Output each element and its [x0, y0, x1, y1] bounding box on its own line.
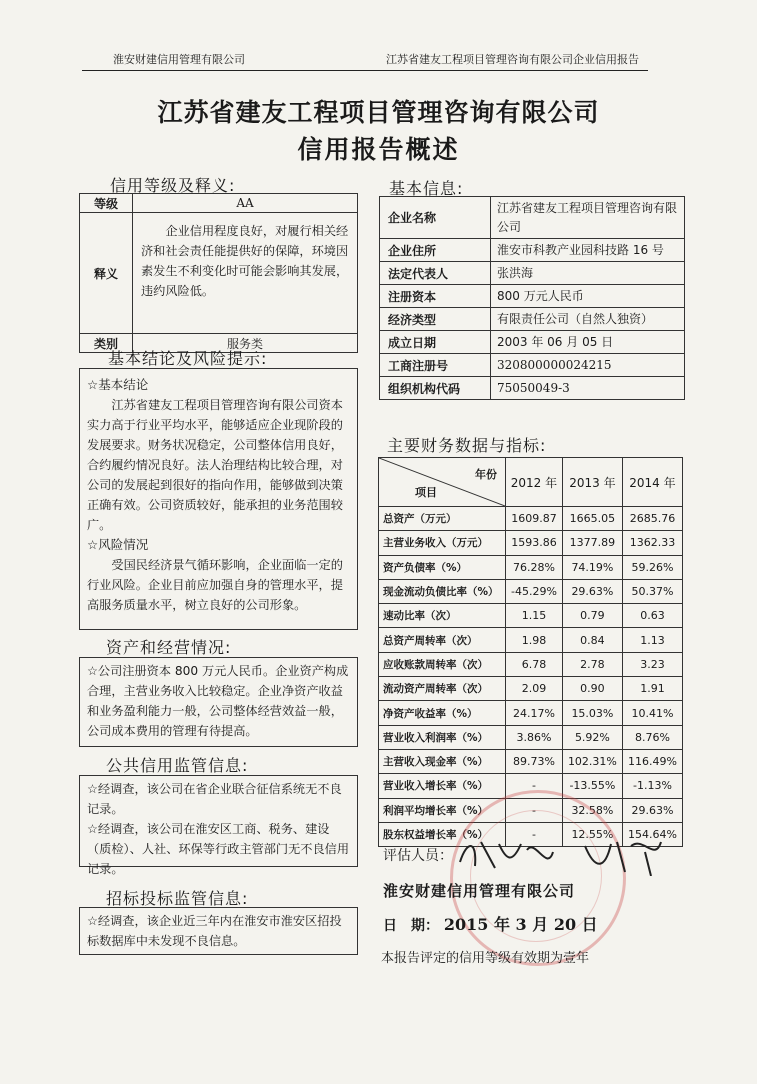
- financial-value: 2.09: [506, 677, 563, 701]
- rating-table: [79, 193, 358, 353]
- financial-value: 12.55%: [562, 822, 622, 846]
- basic-info-value: 75050049-3: [491, 377, 685, 400]
- financial-value: 29.63%: [622, 798, 682, 822]
- basic-info-value: 江苏省建友工程项目管理咨询有限公司: [491, 197, 685, 239]
- financial-value: 3.86%: [506, 725, 563, 749]
- financial-value: 24.17%: [506, 701, 563, 725]
- financial-item-label: 营业收入增长率（%）: [379, 774, 506, 798]
- public-credit-item-1: ☆经调查，该公司在省企业联合征信系统无不良记录。: [87, 782, 342, 816]
- header-report-title: 江苏省建友工程项目管理咨询有限公司企业信用报告: [386, 53, 639, 66]
- bidding-box: [79, 907, 358, 955]
- financial-value: -45.29%: [506, 579, 563, 603]
- basic-info-label: 注册资本: [380, 285, 491, 308]
- financial-value: 2685.76: [622, 507, 682, 531]
- financial-value: 1593.86: [506, 531, 563, 555]
- financial-item-label: 营业收入利润率（%）: [379, 725, 506, 749]
- corner-year-label: 年份: [475, 468, 497, 481]
- evaluator-signature: [455, 832, 665, 884]
- financial-item-label: 主营业务收入（万元）: [379, 531, 506, 555]
- financial-value: 10.41%: [622, 701, 682, 725]
- financial-row: [379, 507, 683, 531]
- basic-info-table: [379, 196, 685, 400]
- public-credit-section-title: 公共信用监管信息:: [106, 756, 249, 775]
- financial-item-label: 现金流动负债比率（%）: [379, 579, 506, 603]
- financial-item-label: 速动比率（次）: [379, 604, 506, 628]
- date-label: 日 期：: [383, 918, 439, 934]
- financial-item-label: 应收账款周转率（次）: [379, 652, 506, 676]
- financial-value: 2.78: [562, 652, 622, 676]
- category-label: 类别: [80, 334, 133, 353]
- basic-info-row: [380, 197, 685, 239]
- financial-row: [379, 749, 683, 773]
- financial-value: 50.37%: [622, 579, 682, 603]
- financial-value: 0.63: [622, 604, 682, 628]
- financial-value: 1362.33: [622, 531, 682, 555]
- financial-value: 1.13: [622, 628, 682, 652]
- year-header-2014: 2014 年: [622, 458, 682, 507]
- header-company: 淮安财建信用管理有限公司: [113, 53, 245, 66]
- explain-text: 企业信用程度良好，对履行相关经济和社会责任能提供好的保障，环境因素发生不利变化时可能会影响其发展，违约风险低。: [141, 224, 349, 298]
- financial-section-title: 主要财务数据与指标:: [387, 436, 547, 455]
- basic-info-value: 320800000024215: [491, 354, 685, 377]
- financial-value: -: [506, 774, 563, 798]
- basic-info-section-title: 基本信息:: [389, 179, 464, 198]
- basic-info-row: [380, 331, 685, 354]
- risk-heading: ☆风险情况: [87, 537, 149, 552]
- rating-section-title: 信用等级及释义:: [110, 176, 236, 195]
- financial-item-label: 总资产周转率（次）: [379, 628, 506, 652]
- basic-info-label: 企业名称: [380, 197, 491, 239]
- basic-info-row: [380, 377, 685, 400]
- financial-item-label: 利润平均增长率（%）: [379, 798, 506, 822]
- basic-info-value: 张洪海: [491, 262, 685, 285]
- financial-value: 1377.89: [562, 531, 622, 555]
- financial-value: 6.78: [506, 652, 563, 676]
- financial-value: 116.49%: [622, 749, 682, 773]
- basic-info-row: [380, 239, 685, 262]
- financial-value: -: [506, 798, 563, 822]
- financial-item-label: 主营收入现金率（%）: [379, 749, 506, 773]
- financial-value: -13.55%: [562, 774, 622, 798]
- public-credit-item-2: ☆经调查，该公司在淮安区工商、税务、建设（质检）、人社、环保等行政主管部门无不良信用记录。: [87, 822, 350, 876]
- financial-value: -: [506, 822, 563, 846]
- assets-section-title: 资产和经营情况:: [106, 638, 232, 657]
- basic-info-row: [380, 262, 685, 285]
- basic-info-row: [380, 354, 685, 377]
- grade-label: 等级: [80, 194, 133, 213]
- financial-value: 1.91: [622, 677, 682, 701]
- financial-value: 76.28%: [506, 555, 563, 579]
- rating-company-name: 淮安财建信用管理有限公司: [383, 882, 576, 900]
- signature-drawing: [455, 832, 665, 876]
- financial-value: 0.90: [562, 677, 622, 701]
- financial-row: [379, 725, 683, 749]
- basic-info-label: 成立日期: [380, 331, 491, 354]
- basic-conclusion-text: 江苏省建友工程项目管理咨询有限公司资本实力高于行业平均水平，能够适应企业现阶段的发展要求。财务状况稳定，公司整体信用良好，合约履约情况良好。法人治理结构比较合理，对公司的发展起到很好的指向作用，能够做到决策正确有效。公司资质较好，能承担的业务范围较广。: [87, 398, 343, 532]
- basic-info-label: 企业住所: [380, 239, 491, 262]
- financial-value: 32.58%: [562, 798, 622, 822]
- financial-row: [379, 652, 683, 676]
- validity-note: 本报告评定的信用等级有效期为壹年: [381, 951, 590, 966]
- financial-value: 29.63%: [562, 579, 622, 603]
- financial-row: [379, 531, 683, 555]
- date-value: 2015 年 3 月 20 日: [443, 915, 598, 934]
- basic-info-value: 淮安市科教产业园科技路 16 号: [491, 239, 685, 262]
- document-title: 江苏省建友工程项目管理咨询有限公司: [157, 98, 600, 127]
- basic-info-label: 组织机构代码: [380, 377, 491, 400]
- basic-info-row: [380, 285, 685, 308]
- basic-info-label: 经济类型: [380, 308, 491, 331]
- explain-label: 释义: [80, 213, 133, 334]
- financial-corner: [379, 458, 506, 507]
- financial-row: [379, 604, 683, 628]
- financial-row: [379, 579, 683, 603]
- financial-item-label: 股东权益增长率（%）: [379, 822, 506, 846]
- basic-info-value: 有限责任公司（自然人独资）: [491, 308, 685, 331]
- financial-value: 1609.87: [506, 507, 563, 531]
- financial-row: [379, 701, 683, 725]
- basic-info-value: 800 万元人民币: [491, 285, 685, 308]
- financial-value: -1.13%: [622, 774, 682, 798]
- financial-value: 5.92%: [562, 725, 622, 749]
- financial-value: 1.98: [506, 628, 563, 652]
- financial-table: [378, 457, 683, 847]
- risk-text: 受国民经济景气循环影响，企业面临一定的行业风险。企业目前应加强自身的管理水平，提高服务质量水平，树立良好的公司形象。: [87, 558, 343, 612]
- financial-value: 102.31%: [562, 749, 622, 773]
- financial-item-label: 流动资产周转率（次）: [379, 677, 506, 701]
- financial-value: 15.03%: [562, 701, 622, 725]
- grade-value: AA: [133, 194, 358, 213]
- basic-info-label: 工商注册号: [380, 354, 491, 377]
- conclusion-box: [79, 368, 358, 630]
- year-header-2012: 2012 年: [506, 458, 563, 507]
- bidding-text: ☆经调查，该企业近三年内在淮安市淮安区招投标数据库中未发现不良信息。: [87, 914, 342, 948]
- year-header-2013: 2013 年: [562, 458, 622, 507]
- document-subtitle: 信用报告概述: [297, 135, 460, 164]
- financial-value: 0.79: [562, 604, 622, 628]
- assets-box: [79, 657, 358, 747]
- assets-text: ☆公司注册资本 800 万元人民币。企业资产构成合理，主营业务收入比较稳定。企业净资产收益和业务盈利能力一般，公司整体经营效益一般，公司成本费用的管理有待提高。: [87, 664, 349, 738]
- conclusion-section-title: 基本结论及风险提示:: [108, 349, 268, 368]
- financial-row: [379, 677, 683, 701]
- financial-value: 8.76%: [622, 725, 682, 749]
- financial-value: 74.19%: [562, 555, 622, 579]
- corner-item-label: 项目: [415, 486, 437, 499]
- financial-row: [379, 628, 683, 652]
- basic-info-value: 2003 年 06 月 05 日: [491, 331, 685, 354]
- header-divider: [82, 70, 648, 71]
- basic-info-row: [380, 308, 685, 331]
- financial-value: 0.84: [562, 628, 622, 652]
- financial-value: 59.26%: [622, 555, 682, 579]
- bidding-section-title: 招标投标监管信息:: [106, 889, 249, 908]
- financial-value: 3.23: [622, 652, 682, 676]
- financial-value: 1665.05: [562, 507, 622, 531]
- basic-info-label: 法定代表人: [380, 262, 491, 285]
- category-value: 服务类: [133, 334, 358, 353]
- basic-conclusion-heading: ☆基本结论: [87, 377, 149, 392]
- financial-value: 1.15: [506, 604, 563, 628]
- financial-value: 89.73%: [506, 749, 563, 773]
- financial-item-label: 总资产（万元）: [379, 507, 506, 531]
- financial-item-label: 资产负债率（%）: [379, 555, 506, 579]
- evaluator-label: 评估人员：: [383, 848, 453, 864]
- financial-row: [379, 555, 683, 579]
- public-credit-box: [79, 775, 358, 876]
- financial-value: 154.64%: [622, 822, 682, 846]
- financial-item-label: 净资产收益率（%）: [379, 701, 506, 725]
